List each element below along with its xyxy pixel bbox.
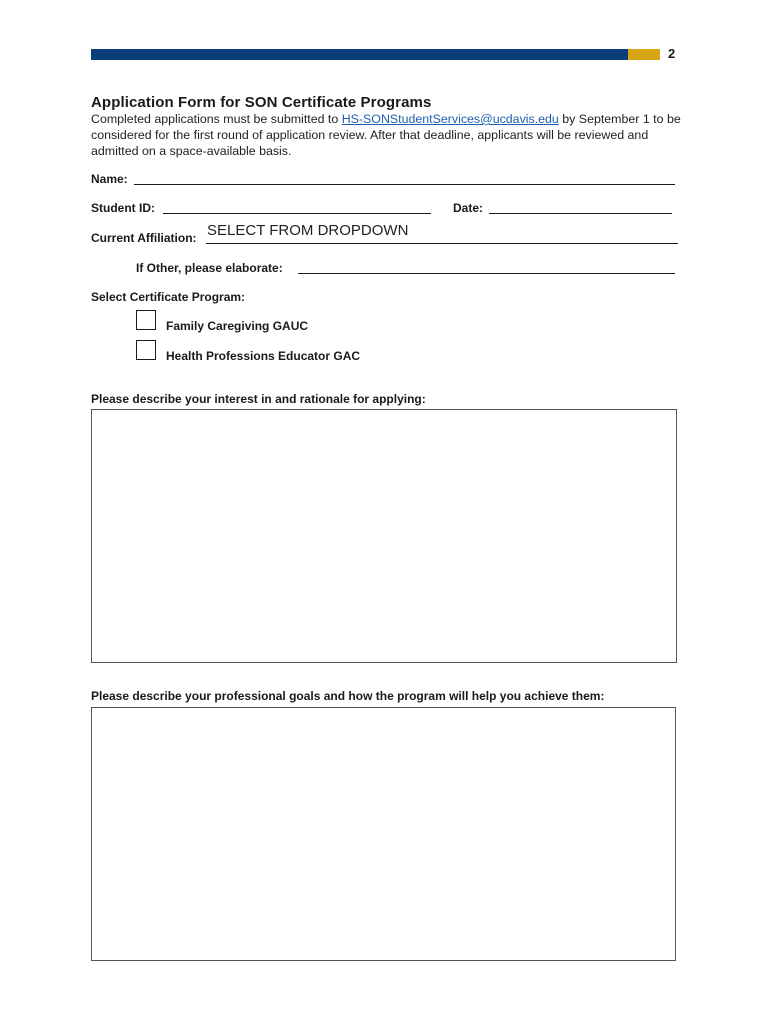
affiliation-underline <box>206 243 678 244</box>
option-family-caregiving: Family Caregiving GAUC <box>166 319 309 333</box>
email-link[interactable]: HS-SONStudentServices@ucdavis.edu <box>341 112 559 126</box>
checkbox-health-professions[interactable] <box>136 340 156 360</box>
interest-question: Please describe your interest in and rationale for applying: <box>91 392 426 406</box>
header-bar-blue <box>91 49 628 60</box>
option-health-professions: Health Professions Educator GAC <box>166 349 361 363</box>
header-bar-gold <box>628 49 660 60</box>
program-label: Select Certificate Program: <box>91 290 246 304</box>
other-label: If Other, please elaborate: <box>136 261 283 275</box>
date-label: Date: <box>453 201 484 215</box>
name-field[interactable] <box>134 184 675 185</box>
name-label: Name: <box>91 172 128 186</box>
goals-textbox[interactable] <box>91 707 676 961</box>
intro-paragraph <box>91 111 683 159</box>
affiliation-dropdown[interactable]: SELECT FROM DROPDOWN <box>207 222 409 239</box>
date-field[interactable] <box>489 213 672 214</box>
checkbox-family-caregiving[interactable] <box>136 310 156 330</box>
interest-textbox[interactable] <box>91 409 677 663</box>
goals-question: Please describe your professional goals and how the program will help you achieve them: <box>91 689 605 703</box>
page-number: 2 <box>668 46 676 61</box>
affiliation-label: Current Affiliation: <box>91 231 197 245</box>
other-field[interactable] <box>298 273 675 274</box>
intro-text-before: Completed applications must be submitted to <box>91 112 342 126</box>
student-id-field[interactable] <box>163 213 431 214</box>
student-id-label: Student ID: <box>91 201 155 215</box>
intro-text-after: by September 1 to be considered for the first round of application review. After that deadline, applicants will be reviewed and admitted on a space-available basis. <box>91 112 681 158</box>
form-title: Application Form for SON Certificate Programs <box>91 94 432 111</box>
